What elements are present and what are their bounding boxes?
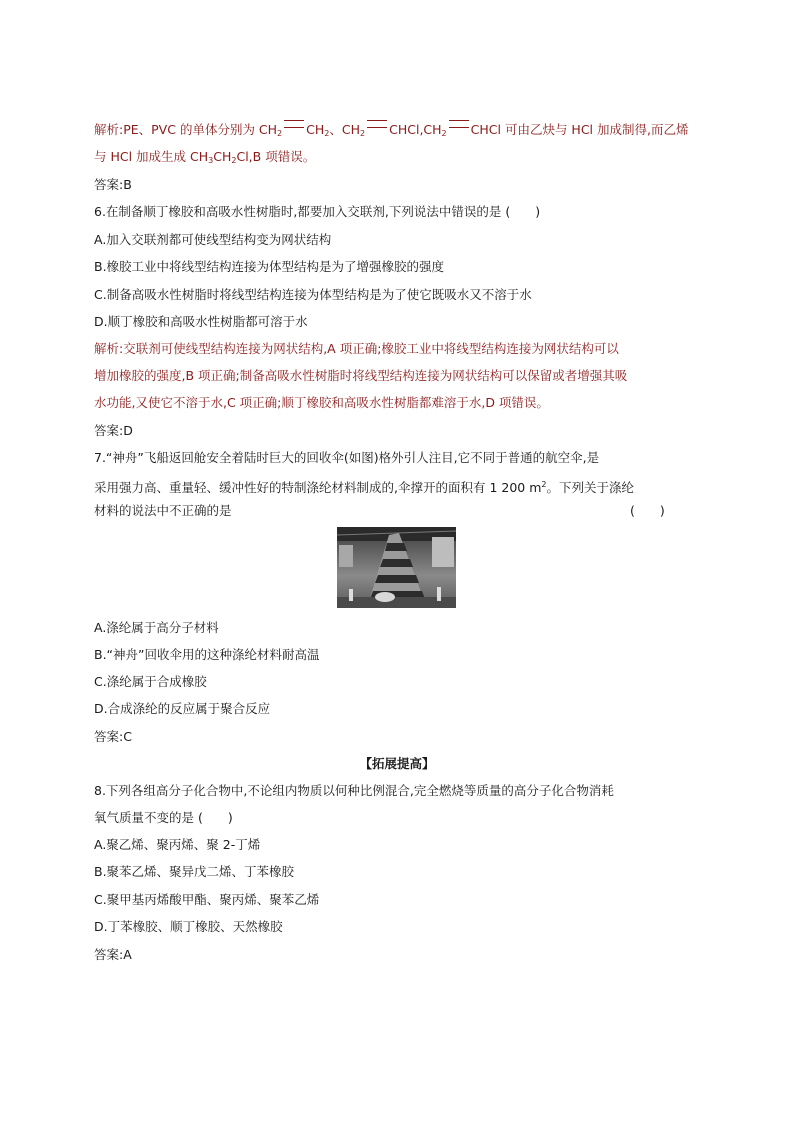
q6-option-a: A.加入交联剂都可使线型结构变为网状结构 — [94, 232, 332, 247]
q5-analysis-line-2: 与 HCl 加成生成 $CH_3CH_2Cl,B$ 项错误。 — [94, 149, 316, 165]
q8-option-a: A.聚乙烯、聚丙烯、聚 2-丁烯 — [94, 837, 261, 852]
double-bond-icon — [367, 120, 387, 128]
q6-analysis-line-3: 水功能,又使它不溶于水,C 项正确;顺丁橡胶和高吸水性树脂都难溶于水,D 项错误。 — [94, 395, 549, 410]
q7-stem-line-1: 7.“神舟”飞船返回舱安全着陆时巨大的回收伞(如图)格外引人注目,它不同于普通的航空伞,是 — [94, 450, 600, 465]
q5-answer: 答案:B — [94, 177, 132, 192]
q7-stem-line-2: 采用强力高、重量轻、缓冲性好的特制涤纶材料制成的,伞撑开的面积有 1 200 $m^2$。下列关于涤纶 — [94, 480, 634, 495]
double-bond-icon — [284, 120, 304, 128]
q6-answer: 答案:D — [94, 423, 133, 438]
double-bond-icon — [449, 120, 469, 128]
q7-option-b: B.“神舟”回收伞用的这种涤纶材料耐高温 — [94, 647, 320, 662]
parachute-photo — [337, 527, 456, 608]
q8-option-d: D.丁苯橡胶、顺丁橡胶、天然橡胶 — [94, 919, 283, 934]
q8-option-b: B.聚苯乙烯、聚异戊二烯、丁苯橡胶 — [94, 864, 295, 879]
parachute-image-icon — [337, 527, 456, 608]
q6-option-b: B.橡胶工业中将线型结构连接为体型结构是为了增强橡胶的强度 — [94, 259, 445, 274]
q8-stem-line-2: 氧气质量不变的是 ( ) — [94, 810, 233, 825]
q7-option-a: A.涤纶属于高分子材料 — [94, 620, 219, 635]
q7-stem-line-3: 材料的说法中不正确的是 — [94, 503, 232, 518]
q7-answer-paren: ( ) — [630, 503, 665, 518]
q7-option-c: C.涤纶属于合成橡胶 — [94, 674, 207, 689]
q6-stem: 6.在制备顺丁橡胶和高吸水性树脂时,都要加入交联剂,下列说法中错误的是 ( ) — [94, 204, 541, 219]
q6-option-c: C.制备高吸水性树脂时将线型结构连接为体型结构是为了使它既吸水又不溶于水 — [94, 287, 532, 302]
q7-answer: 答案:C — [94, 729, 132, 744]
q7-option-d: D.合成涤纶的反应属于聚合反应 — [94, 701, 271, 716]
q6-analysis-line-1: 解析:交联剂可使线型结构连接为网状结构,A 项正确;橡胶工业中将线型结构连接为网状结构可以 — [94, 341, 619, 356]
q6-option-d: D.顺丁橡胶和高吸水性树脂都可溶于水 — [94, 314, 308, 329]
q6-analysis-line-2: 增加橡胶的强度,B 项正确;制备高吸水性树脂时将线型结构连接为网状结构可以保留或者增强其吸 — [94, 368, 628, 383]
section-heading: 【拓展提高】 — [359, 756, 435, 771]
q8-stem-line-1: 8.下列各组高分子化合物中,不论组内物质以何种比例混合,完全燃烧等质量的高分子化合物消耗 — [94, 783, 614, 798]
q8-option-c: C.聚甲基丙烯酸甲酯、聚丙烯、聚苯乙烯 — [94, 892, 320, 907]
q8-answer: 答案:A — [94, 947, 132, 962]
q5-analysis-line-1: 解析:PE、PVC 的单体分别为 $CH_2$ $CH_2$、$CH_2$ $CHCl,CH_2$ CHCl 可由乙炔与 HCl 加成制得,而乙烯 — [94, 122, 689, 138]
